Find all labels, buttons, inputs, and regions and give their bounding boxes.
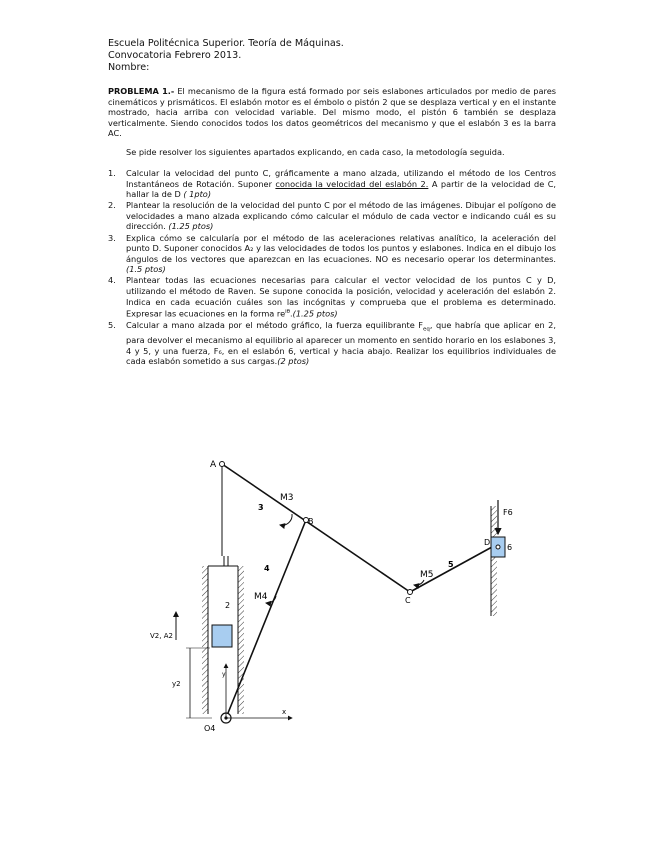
problem-ask: Se pide resolver los siguientes apartados explicando, en cada caso, la metodología seguida. xyxy=(126,147,505,157)
joint-A xyxy=(220,462,225,467)
label-V2-A2: V2, A2 xyxy=(150,632,173,640)
joint-C xyxy=(408,590,413,595)
joint-D xyxy=(496,545,500,549)
label-M4: M4 xyxy=(254,592,268,602)
piston-2 xyxy=(212,625,232,647)
question-points: (2 ptos) xyxy=(277,356,310,367)
moment-M3-arrow xyxy=(280,514,292,525)
label-y2: y2 xyxy=(172,680,181,688)
call-line: Convocatoria Febrero 2013. xyxy=(108,50,242,61)
label-F6: F6 xyxy=(503,508,513,517)
question-points: ( 1pto) xyxy=(183,189,212,200)
label-M5: M5 xyxy=(420,570,434,580)
question-item: 3. Explica cómo se calcularía por el método de las aceleraciones relativas analítico, la aceleración del punto D. Suponer conocidos A₂ y las velocidades de todos los puntos y eslabones. Indica en el dibujo los ángulos de los vectores que aparezcan en las ecuaciones. NO es necesario operar los determinantes. (1.5 ptos) xyxy=(108,232,556,275)
label-link-4: 4 xyxy=(264,564,270,573)
right-guide-hatch xyxy=(238,566,244,714)
label-B: B xyxy=(308,517,314,526)
label-O4: O4 xyxy=(204,724,216,733)
question-number: 5. xyxy=(108,320,116,331)
question-item: 2. Plantear la resolución de la velocidad del punto C por el método de las imágenes. Dibujar el polígono de velocidades a mano alzada explicando cómo calcular el módulo de cada vector e indicando cuál es su dirección. (1.25 ptos) xyxy=(108,200,556,232)
label-A: A xyxy=(210,460,217,470)
label-D: D xyxy=(484,538,491,547)
question-item: 5. Calcular a mano alzada por el método gráfico, la fuerza equilibrante $F_{eq}$, que habría que aplicar en 2, para devolver el mecanismo al equilibrio al aparecer un momento en sentido horario en los eslabones 3, 4 y 5, y una fuerza, F₆, en el eslabón 6, vertical y hacia abajo. Realizar los equilibrios individuales de cada eslabón sometido a sus cargas.(2 ptos) xyxy=(108,320,556,367)
label-link-3: 3 xyxy=(258,503,264,512)
label-link-6: 6 xyxy=(507,543,513,552)
question-points: (1.5 ptos) xyxy=(126,264,166,275)
label-C: C xyxy=(405,596,411,605)
label-x: x xyxy=(282,708,287,716)
label-M3: M3 xyxy=(280,493,294,503)
label-y: y xyxy=(222,671,226,678)
question-item: 4. Plantear todas las ecuaciones necesarias para calcular el vector velocidad de los puntos C y D, utilizando el método de Raven. Se supone conocida la posición, velocidad y aceleración del eslabón 2. Indica en cada ecuación cuáles son las incógnitas y comprueba que el problema es determinado. Expresar las ecuaciones en la forma $re^{i\theta}.(1.25$ ptos) xyxy=(108,275,556,319)
school-line: Escuela Politécnica Superior. Teoría de Máquinas. xyxy=(108,38,344,49)
piston6-guide-hatch xyxy=(491,506,497,616)
question-number: 1. xyxy=(108,168,116,178)
question-points: (1.25 ptos) xyxy=(168,221,214,232)
question-number: 3. xyxy=(108,232,116,243)
question-number: 2. xyxy=(108,200,116,211)
label-link-5: 5 xyxy=(448,560,454,569)
name-label: Nombre: xyxy=(108,62,150,73)
question-item: 1. Calcular la velocidad del punto C, gráficamente a mano alzada, utilizando el método de los Centros Instantáneos de Rotación. Suponer conocida la velocidad del eslabón 2. A partir de la velocidad de C, hallar la de D ( 1pto) xyxy=(108,168,557,200)
question-points: (1.25 ptos) xyxy=(292,308,338,319)
left-guide-hatch xyxy=(202,566,208,714)
problem-text: El mecanismo de la figura está formado por seis eslabones articulados por medio de pares cinemáticos y prismáticos. El eslabón motor es el émbolo o pistón 2 que se desplaza vertical y en el instante mostrado, hacia arriba con velocidad variable. Del mismo modo, el pistón 6 también se desplaza verticalmente. Siendo conocidos todos los datos geométricos del mecanismo y que el eslabón 3 es la barra AC. xyxy=(108,86,556,139)
problem-title: PROBLEMA 1.- xyxy=(108,86,175,96)
question-number: 4. xyxy=(108,275,116,286)
label-link-2: 2 xyxy=(225,601,231,610)
link-3 xyxy=(222,464,410,592)
